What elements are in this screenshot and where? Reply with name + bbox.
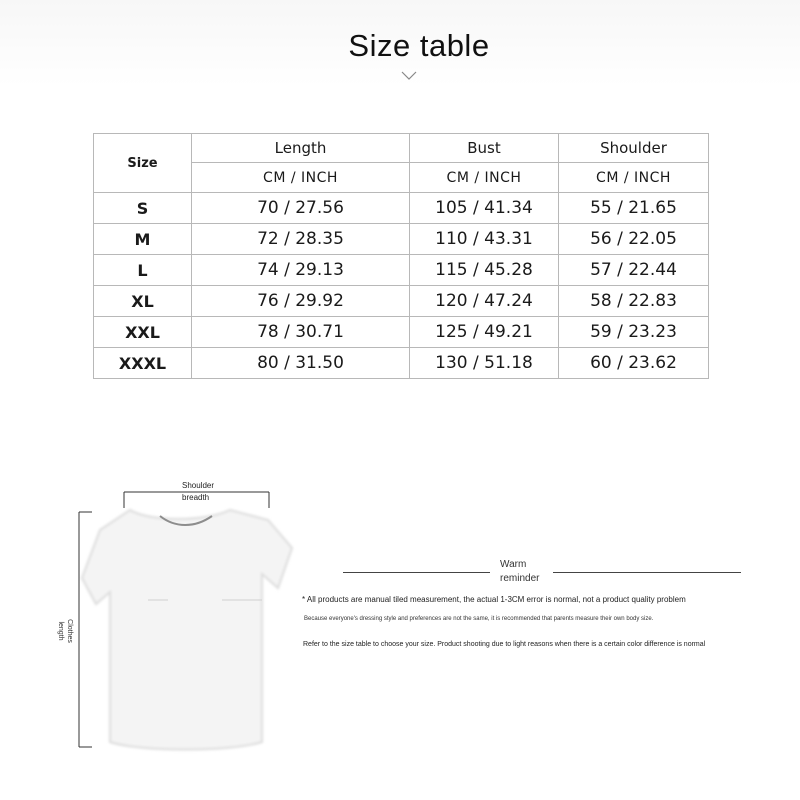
length-measure-line <box>79 512 92 747</box>
length-cell: 70 / 27.56 <box>192 193 410 224</box>
length-cell: 72 / 28.35 <box>192 224 410 255</box>
shoulder-cell: 60 / 23.62 <box>559 348 709 379</box>
divider-right <box>553 572 741 573</box>
length-label-line1: Clothes <box>65 619 73 643</box>
size-cell: XL <box>94 286 192 317</box>
bust-cell: 130 / 51.18 <box>410 348 559 379</box>
bust-cell: 120 / 47.24 <box>410 286 559 317</box>
size-cell: XXL <box>94 317 192 348</box>
size-cell: L <box>94 255 192 286</box>
size-cell: XXXL <box>94 348 192 379</box>
shoulder-label-line1: Shoulder <box>182 481 215 490</box>
tshirt-icon <box>82 510 292 750</box>
shoulder-label-line2: breadth <box>182 493 210 502</box>
length-cell: 80 / 31.50 <box>192 348 410 379</box>
size-header: Size <box>94 134 192 193</box>
bust-cell: 125 / 49.21 <box>410 317 559 348</box>
shoulder-cell: 56 / 22.05 <box>559 224 709 255</box>
length-cell: 76 / 29.92 <box>192 286 410 317</box>
column-header-length: Length <box>192 134 410 163</box>
table-row <box>94 193 709 224</box>
size-cell: M <box>94 224 192 255</box>
reminder-note-color: Refer to the size table to choose your size. Product shooting due to light reasons when there is a certain color difference is normal <box>303 641 706 648</box>
column-header-shoulder: Shoulder <box>559 134 709 163</box>
shoulder-cell: 59 / 23.23 <box>559 317 709 348</box>
table-row <box>94 317 709 348</box>
table-row <box>94 286 709 317</box>
shoulder-breadth-label <box>182 480 214 504</box>
shoulder-cell: 58 / 22.83 <box>559 286 709 317</box>
reminder-title-line1: Warm <box>500 559 527 570</box>
shoulder-cell: 57 / 22.44 <box>559 255 709 286</box>
reminder-title-line2: reminder <box>500 573 540 584</box>
size-cell: S <box>94 193 192 224</box>
reminder-title <box>500 558 539 586</box>
length-label-line2: length <box>56 621 64 641</box>
table-row <box>94 348 709 379</box>
unit-header-bust: CM / INCH <box>410 163 559 193</box>
divider-left <box>343 572 490 573</box>
reminder-note-body-size: Because everyone's dressing style and preferences are not the same, it is recommended that parents measure their own body size. <box>304 616 654 622</box>
shoulder-cell: 55 / 21.65 <box>559 193 709 224</box>
bust-cell: 110 / 43.31 <box>410 224 559 255</box>
table-row <box>94 255 709 286</box>
page-title: Size table <box>348 28 490 63</box>
length-cell: 78 / 30.71 <box>192 317 410 348</box>
unit-header-shoulder: CM / INCH <box>559 163 709 193</box>
bust-cell: 115 / 45.28 <box>410 255 559 286</box>
reminder-note-measurement: * All products are manual tiled measurement, the actual 1-3CM error is normal, not a product quality problem <box>302 595 686 604</box>
size-table <box>93 133 709 379</box>
table-row <box>94 224 709 255</box>
column-header-bust: Bust <box>410 134 559 163</box>
tshirt-diagram <box>0 460 300 800</box>
clothes-length-label <box>56 619 74 643</box>
chevron-down-icon <box>401 71 417 81</box>
bust-cell: 105 / 41.34 <box>410 193 559 224</box>
length-cell: 74 / 29.13 <box>192 255 410 286</box>
unit-header-length: CM / INCH <box>192 163 410 193</box>
